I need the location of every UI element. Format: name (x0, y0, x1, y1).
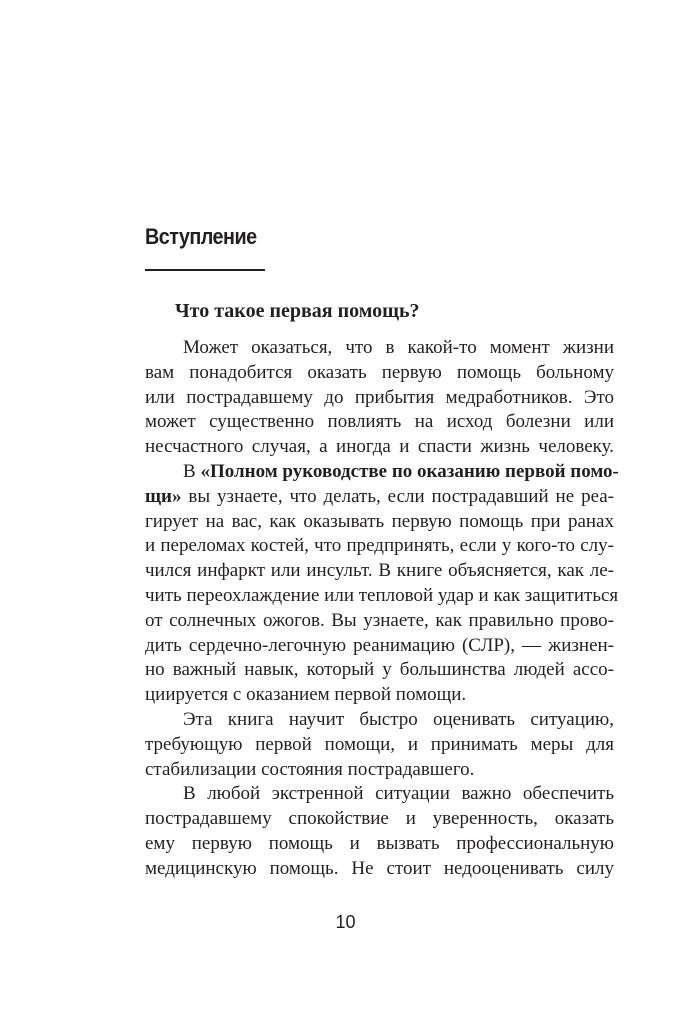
text-line (145, 634, 614, 659)
text-line (145, 584, 619, 609)
text-segment: В (183, 460, 201, 482)
text-segment: ему первую помощь и вызвать профессиональную (145, 832, 614, 854)
text-segment: чить переохлаждение или тепловой удар и как защититься (145, 584, 619, 606)
text-segment: чился инфаркт или инсульт. В книге объясняется, как ле- (145, 560, 614, 582)
text-segment: В любой экстренной ситуации важно обеспечить (183, 783, 614, 805)
page-number: 10 (335, 912, 356, 932)
body-text (145, 336, 619, 882)
text-segment: вам понадобится оказать первую помощь больному (145, 361, 614, 383)
text-segment: гирует на вас, как оказывать первую помощь при ранах (145, 510, 614, 532)
text-line (145, 832, 614, 857)
text-line (145, 559, 614, 584)
text-line (145, 336, 614, 361)
text-line (145, 435, 614, 460)
text-segment: или пострадавшему до прибытия медработников. Это (145, 386, 614, 408)
text-segment: несчастного случая, а иногда и спасти жизнь человеку. (145, 436, 614, 458)
bold-book-title-text: «Полном руководстве по оказанию первой помо- (200, 460, 619, 482)
text-line (145, 733, 614, 758)
text-line (145, 782, 614, 807)
text-line (145, 386, 614, 411)
chapter-title-underline (145, 269, 265, 271)
chapter-title: Вступление (145, 224, 257, 249)
text-segment: циируется с оказанием первой помощи. (145, 684, 467, 706)
text-segment: может существенно повлиять на исход болезни или (145, 411, 614, 433)
text-segment: дить сердечно-легочную реанимацию (СЛР), — жизнен- (145, 634, 614, 656)
text-segment: пострадавшему спокойствие и уверенность, оказать (145, 808, 614, 830)
text-line (145, 510, 614, 535)
text-line (145, 857, 614, 882)
text-line (145, 534, 614, 559)
text-segment: вы узнаете, что делать, если пострадавший не реа- (181, 485, 614, 507)
text-segment: Эта книга научит быстро оценивать ситуацию, (183, 708, 614, 730)
text-segment: медицинскую помощь. Не стоит недооценивать силу (145, 857, 614, 879)
text-line (145, 609, 614, 634)
text-line (145, 658, 614, 683)
text-line (145, 708, 614, 733)
text-segment: но важный навык, который у большинства людей ассо- (145, 659, 614, 681)
text-line (145, 485, 614, 510)
text-line (145, 758, 614, 783)
text-line (145, 683, 614, 708)
text-segment: стабилизации состояния пострадавшего. (145, 758, 475, 780)
text-segment: и переломах костей, что предпринять, если у кого-то слу- (145, 535, 614, 557)
text-line (145, 410, 614, 435)
text-line (145, 460, 619, 485)
text-segment: Может оказаться, что в какой-то момент жизни (183, 337, 614, 358)
text-line (145, 361, 614, 386)
text-line (145, 807, 614, 832)
section-title: Что такое первая помощь? (175, 300, 420, 322)
text-segment: требующую первой помощи, и принимать меры для (145, 733, 614, 755)
text-segment: от солнечных ожогов. Вы узнаете, как правильно прово- (145, 609, 614, 631)
bold-book-title-text: щи» (145, 485, 182, 507)
